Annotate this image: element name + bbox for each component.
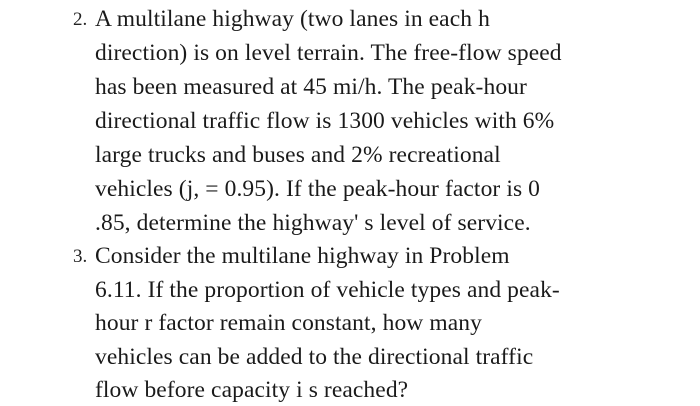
problem-text-line: large trucks and buses and 2% recreational xyxy=(95,142,501,168)
problem-text-line: Consider the multilane highway in Problem xyxy=(95,243,510,269)
problem-text-line: A multilane highway (two lanes in each h xyxy=(95,6,490,32)
problem-text-line: directional traffic flow is 1300 vehicles with 6% xyxy=(95,108,555,134)
problem-text-line: .85, determine the highway' s level of service. xyxy=(95,210,531,236)
problem-text-line: vehicles (j, = 0.95). If the peak-hour factor is 0 xyxy=(95,176,541,202)
problem-text-line: has been measured at 45 mi/h. The peak-hour xyxy=(95,74,527,100)
problem-text-line: vehicles can be added to the directional traffic xyxy=(95,344,534,370)
problem-number: 2. xyxy=(73,9,88,30)
problem-text-line: flow before capacity i s reached? xyxy=(95,377,409,403)
problem-text-line: 6.11. If the proportion of vehicle types and peak- xyxy=(95,277,560,303)
problem-text-line: hour r factor remain constant, how many xyxy=(95,310,482,336)
problem-text-line: direction) is on level terrain. The free-flow speed xyxy=(95,40,562,66)
problem-number: 3. xyxy=(73,246,88,267)
